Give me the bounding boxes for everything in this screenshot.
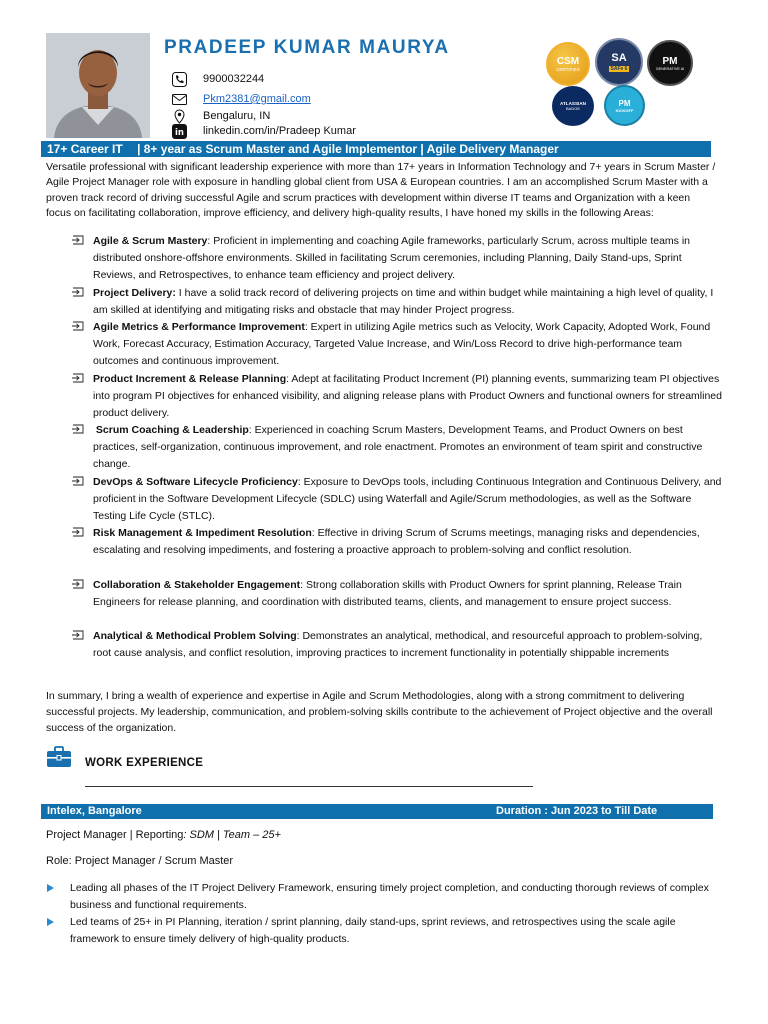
email-icon — [172, 92, 187, 107]
skill-item: DevOps & Software Lifecycle Proficiency: Exposure to DevOps tools, including Continuous Integration and Continuous Delivery, and proficient in the Software Development Lifecycle (SDLC) using Waterfall and Agile/Scrum methodologies, as well as the Software Testing Life Cycle (STLC). — [72, 474, 722, 526]
skill-title: Scrum Coaching & Leadership — [95, 424, 249, 436]
headline-bar — [41, 141, 711, 157]
skill-text: Effective in driving Scrum of Scrums meetings, managing risks and dependencies, escalating and resolving impediments, and fostering a proactive approach to problem-solving and conflict resolution. — [93, 527, 700, 557]
kickoff-badge-sub: KICKOFF — [615, 107, 634, 113]
skill-item: Agile & Scrum Mastery: Proficient in implementing and coaching Agile frameworks, particularly Scrum, across multiple teams in distributed onshore-offshore environments. Skilled in facilitating Scrum ceremonies, including Planning, Daily Stand-ups, Sprint Reviews, and Retrospectives, to enhance team efficiency and project delivery. — [72, 233, 722, 285]
profile-photo — [46, 33, 150, 138]
arrow-bullet-icon — [72, 424, 84, 434]
contact-phone — [172, 71, 264, 87]
skill-title: Analytical & Methodical Problem Solving — [93, 630, 297, 642]
skill-text: Expert in utilizing Agile metrics such as Velocity, Work Capacity, Adopted Work, Found Work, Forecast Accuracy, Estimation Accuracy, Targeted Value Increase, and Win/Loss Record to drive high-performance team outcomes and continuous improvement. — [93, 321, 711, 368]
location-text: Bengaluru, IN — [203, 110, 271, 122]
work-experience-heading: WORK EXPERIENCE — [85, 757, 204, 769]
job-reporting: Project Manager | Reporting: SDM | Team – 25+ — [46, 829, 281, 841]
svg-text:in: in — [175, 127, 184, 138]
genai-pm-badge — [647, 40, 693, 86]
triangle-bullet-icon — [47, 884, 54, 892]
contact-linkedin[interactable] — [172, 123, 356, 139]
list-item: Leading all phases of the IT Project Delivery Framework, ensuring timely project completion, and conducting thorough reviews of complex business and functional requirements. — [46, 880, 716, 914]
arrow-bullet-icon — [72, 630, 84, 640]
arrow-bullet-icon — [72, 321, 84, 331]
skill-text: Proficient in implementing and coaching Agile frameworks, particularly Scrum, across multiple teams in distributed onshore-offshore environments. Skilled in facilitating Scrum ceremonies, including Planning, Daily Stand-ups, Sprint Reviews, and Retrospectives, to enhance team efficiency and project delivery. — [93, 235, 690, 282]
arrow-bullet-icon — [72, 287, 84, 297]
job-role: Role: Project Manager / Scrum Master — [46, 855, 234, 867]
atlassian-badge — [552, 86, 594, 126]
arrow-bullet-icon — [72, 373, 84, 383]
skill-item — [72, 285, 722, 319]
skill-item: Collaboration & Stakeholder Engagement: Strong collaboration skills with Product Owners for sprint planning, Release Train Engineers for release planning, and coordination with distributed teams, clients, and management to ensure project success. — [72, 577, 722, 611]
skill-item: Product Increment & Release Planning: Adept at facilitating Product Increment (PI) planning events, summarizing team PI objectives into program PI objectives for enhanced visibility, and aligning release plans with Product Owners and functional owners for streamlined product delivery. — [72, 371, 722, 423]
location-pin-icon — [172, 109, 187, 124]
genai-badge-label: PM — [662, 55, 678, 67]
skill-title: Project Delivery: — [93, 286, 176, 299]
csm-badge-sub: CERTIFIED — [556, 67, 580, 72]
phone-icon — [172, 72, 187, 87]
job-company: Intelex, Bangalore — [47, 805, 142, 817]
linkedin-text[interactable]: linkedin.com/in/Pradeep Kumar — [203, 125, 356, 137]
job-header-bar — [41, 804, 713, 819]
list-item: Led teams of 25+ in PI Planning, iteration / sprint planning, daily stand-ups, sprint reviews, and retrospectives using the scale agile framework to ensure timely delivery of high-quality products. — [46, 914, 716, 948]
skill-title: Agile Metrics & Performance Improvement — [93, 321, 305, 333]
contact-location — [172, 108, 270, 124]
csm-badge-label: CSM — [556, 56, 580, 67]
arrow-bullet-icon — [72, 579, 84, 589]
contact-email[interactable] — [172, 91, 311, 107]
safe-sa-badge — [595, 38, 643, 86]
candidate-name: PRADEEP KUMAR MAURYA — [164, 37, 450, 58]
atlassian-badge-sub: BADGE — [565, 106, 580, 111]
email-link[interactable]: Pkm2381@gmail.com — [203, 93, 311, 105]
arrow-bullet-icon — [72, 527, 84, 537]
skill-title: DevOps & Software Lifecycle Proficiency — [93, 475, 298, 488]
csm-badge — [546, 42, 590, 86]
pm-kickoff-badge — [604, 85, 645, 126]
headline-roles: | 8+ year as Scrum Master and Agile Implementor | Agile Delivery Manager — [137, 142, 559, 156]
arrow-bullet-icon — [72, 476, 84, 486]
genai-badge-sub: GENERATIVE AI — [655, 66, 685, 71]
skill-item: Analytical & Methodical Problem Solving: Demonstrates an analytical, methodical, and resourceful approach to problem-solving, root cause analysis, and conflict resolution, improving practices to increment functionality in potentially shippable increments — [72, 628, 722, 662]
phone-text: 9900032244 — [203, 73, 265, 85]
skill-item: Scrum Coaching & Leadership: Experienced in coaching Scrum Masters, Development Teams, and Product Owners on best practices, self-organization, continuous improvement, and role enactment. Promotes an environment of team spirit and constructive change. — [72, 422, 722, 474]
kickoff-badge-label: PM — [618, 98, 631, 108]
safe-badge-label: SA — [611, 52, 627, 64]
skill-text: I have a solid track record of delivering projects on time and within budget while maintaining a high level of quality, I am skilled at identifying and mitigating risks and obstacle that may hinder Project progress. — [93, 286, 714, 316]
skill-text: Exposure to DevOps tools, including Continuous Integration and Continuous Delivery, and proficient in the Software Development Lifecycle (SDLC) using Waterfall and Agile/Scrum methodologies, as well as the Software Testing Life Cycle (STLC). — [93, 475, 722, 522]
briefcase-icon — [46, 746, 72, 768]
skill-text: Strong collaboration skills with Product Owners for sprint planning, Release Train Engineers for release planning, and coordination with distributed teams, clients, and management to ensure project success. — [93, 578, 682, 608]
skill-text: Adept at facilitating Product Increment (PI) planning events, summarizing team PI objectives into program PI objectives for enhanced visibility, and aligning release plans with Product Owners and functional owners for streamlined product delivery. — [93, 372, 722, 419]
certification-badges — [543, 38, 703, 128]
triangle-bullet-icon — [47, 918, 54, 926]
skill-title: Collaboration & Stakeholder Engagement — [93, 578, 301, 591]
skill-item: Agile Metrics & Performance Improvement: Expert in utilizing Agile metrics such as Velocity, Work Capacity, Adopted Work, Found Work, Forecast Accuracy, Estimation Accuracy, Targeted Value Increase, and Win/Loss Record to drive high-performance team outcomes and continuous improvement. — [72, 319, 722, 371]
skill-title: Product Increment & Release Planning — [93, 372, 287, 385]
arrow-bullet-icon — [72, 235, 84, 245]
skill-text: Experienced in coaching Scrum Masters, Development Teams, and Product Owners on best practices, self-organization, continuous improvement, and role enactment. Promotes an environment of team spirit and constructive change. — [93, 424, 703, 471]
profile-summary: Versatile professional with significant leadership experience with more than 17+ years in Information Technology and 7+ years in Scrum Master / Agile Project Manager role with exposure in handling global client from USA & European countries. I am an accomplished Scrum Master with a proven track record of driving successful Agile and scrum practices with development within diverse IT teams and Organization with a keen focus on facilitating collaboration, improve efficiency, and delivery high-quality results, I have honed my skills in the following Areas: — [46, 161, 716, 220]
skill-item: Risk Management & Impediment Resolution: Effective in driving Scrum of Scrums meetings, managing risks and dependencies, escalating and resolving impediments, and fostering a proactive approach to problem-solving and conflict resolution. — [72, 525, 722, 559]
safe-badge-sub: SAFe 6 — [610, 66, 628, 72]
atlassian-badge-label: ATLASSIAN — [560, 101, 586, 106]
headline-career: 17+ Career IT — [47, 142, 123, 156]
linkedin-icon — [172, 124, 187, 139]
skill-text: Demonstrates an analytical, methodical, and resourceful approach to problem-solving, root cause analysis, and conflict resolution, improving practices to increment functionality in potentially shippable increments — [93, 630, 703, 660]
skill-title: Agile & Scrum Mastery — [93, 235, 208, 247]
skill-title: Risk Management & Impediment Resolution — [93, 527, 312, 539]
section-divider — [85, 786, 533, 787]
job-duration: Duration : Jun 2023 to Till Date — [496, 805, 658, 817]
closing-summary: In summary, I bring a wealth of experience and expertise in Agile and Scrum Methodologies, along with a strong commitment to delivering successful projects. My leadership, communication, and problem-solving skills contribute to the achievement of Project objective and the overall success of the organization. — [46, 690, 713, 734]
